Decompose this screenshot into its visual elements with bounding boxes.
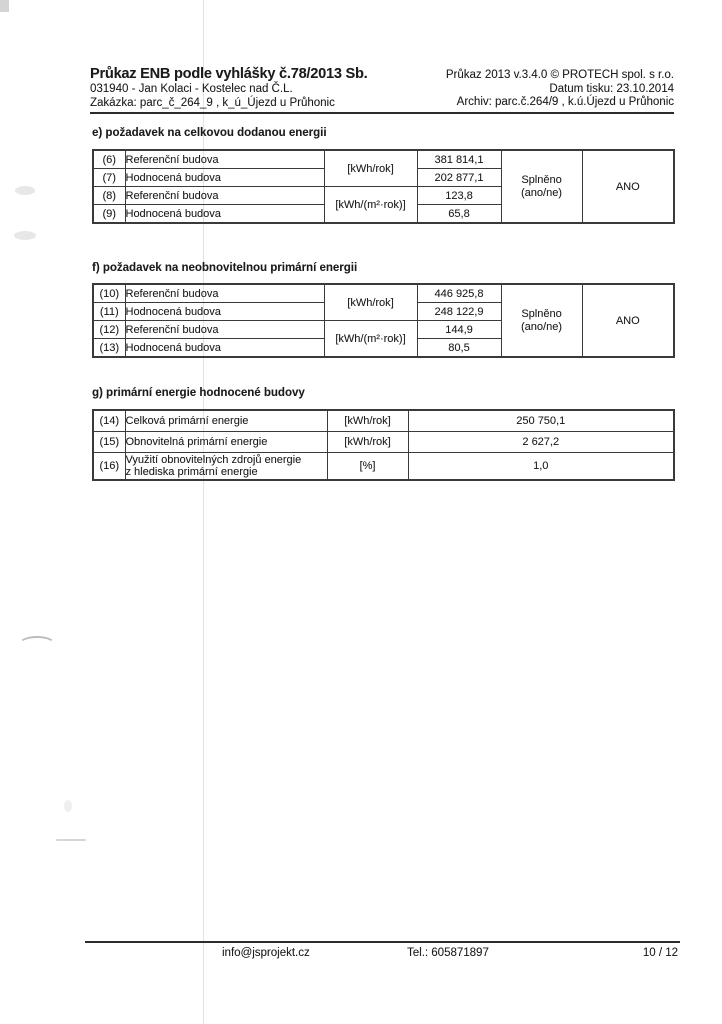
- page-footer: [85, 941, 680, 967]
- value-cell: 65,8: [417, 205, 501, 224]
- scan-corner-artifact: [0, 0, 9, 12]
- scan-dash-artifact: [56, 839, 86, 841]
- unit-cell: [kWh/rok]: [324, 284, 417, 321]
- row-number-cell: (6): [93, 150, 125, 169]
- table-row: [93, 284, 674, 303]
- scan-smudge-artifact: [15, 186, 35, 195]
- unit-cell: [kWh/(m²·rok)]: [324, 187, 417, 224]
- status-label: Splněno: [521, 173, 562, 186]
- table-row: [93, 410, 674, 432]
- status-cell: [501, 284, 582, 357]
- row-label-cell: Hodnocená budova: [125, 303, 324, 321]
- value-cell: 248 122,9: [417, 303, 501, 321]
- row-number-cell: (9): [93, 205, 125, 224]
- header-order-line: 031940 - Jan Kolaci - Kostelec nad Č.L.: [90, 83, 293, 95]
- unit-cell: [%]: [327, 453, 408, 481]
- row-number-cell: (11): [93, 303, 125, 321]
- header-version-line: Průkaz 2013 v.3.4.0 © PROTECH spol. s r.o.: [445, 69, 674, 81]
- page-title: Průkaz ENB podle vyhlášky č.78/2013 Sb.: [90, 66, 368, 82]
- value-cell: 1,0: [408, 453, 674, 481]
- header-contract-line: Zakázka: parc_č_264_9 , k_ú_Újezd u Průhonic: [90, 96, 335, 109]
- footer-page-number: 10 / 12: [642, 947, 678, 959]
- unit-cell: [kWh/rok]: [324, 150, 417, 187]
- header-right: [446, 66, 674, 110]
- status-label: Splněno: [521, 307, 562, 320]
- section-g-heading: g) primární energie hodnocené budovy: [92, 387, 305, 399]
- section-g-table: [92, 409, 675, 481]
- row-label-cell: Referenční budova: [125, 150, 324, 169]
- section-e-table: [92, 149, 675, 224]
- result-cell: ANO: [582, 284, 674, 357]
- row-number-cell: (8): [93, 187, 125, 205]
- footer-email: info@jsprojekt.cz: [222, 947, 310, 959]
- row-number-cell: (13): [93, 339, 125, 358]
- row-label-cell: Hodnocená budova: [125, 339, 324, 358]
- row-number-cell: (10): [93, 284, 125, 303]
- scan-smudge-artifact: [14, 231, 36, 240]
- row-number-cell: (16): [93, 453, 125, 481]
- value-cell: 250 750,1: [408, 410, 674, 432]
- row-label-line1: Využití obnovitelných zdrojů energie: [125, 454, 302, 466]
- table-row: [93, 432, 674, 453]
- table-row: [93, 150, 674, 169]
- scan-smudge-artifact: [64, 800, 72, 812]
- row-number-cell: (15): [93, 432, 125, 453]
- value-cell: 80,5: [417, 339, 501, 358]
- section-e-heading: e) požadavek na celkovou dodanou energii: [92, 127, 327, 139]
- status-cell: [501, 150, 582, 223]
- row-label-cell: Celková primární energie: [125, 410, 327, 432]
- section-f-heading: f) požadavek na neobnovitelnou primární energii: [92, 262, 358, 274]
- value-cell: 2 627,2: [408, 432, 674, 453]
- header-print-date-line: Datum tisku: 23.10.2014: [549, 82, 674, 95]
- row-number-cell: (7): [93, 169, 125, 187]
- section-f-table: [92, 283, 675, 358]
- status-sublabel: (ano/ne): [521, 320, 562, 333]
- row-label-cell: Referenční budova: [125, 187, 324, 205]
- value-cell: 202 877,1: [417, 169, 501, 187]
- scan-arc-artifact: [18, 636, 56, 654]
- row-label-line2: z hlediska primární energie: [125, 466, 258, 478]
- value-cell: 144,9: [417, 321, 501, 339]
- header-archive-line: Archiv: parc.č.264/9 , k.ú.Újezd u Průhonic: [456, 96, 674, 108]
- row-label-cell: Hodnocená budova: [125, 205, 324, 224]
- row-label-cell: [125, 453, 327, 481]
- page-header: [90, 66, 674, 114]
- row-label-cell: Referenční budova: [125, 321, 324, 339]
- unit-cell: [kWh/(m²·rok)]: [324, 321, 417, 358]
- table-row: [93, 453, 674, 481]
- unit-cell: [kWh/rok]: [327, 432, 408, 453]
- row-number-cell: (14): [93, 410, 125, 432]
- row-number-cell: (12): [93, 321, 125, 339]
- status-sublabel: (ano/ne): [521, 186, 562, 199]
- header-left: [90, 66, 368, 110]
- value-cell: 381 814,1: [417, 150, 501, 169]
- row-label-cell: Obnovitelná primární energie: [125, 432, 327, 453]
- value-cell: 123,8: [417, 187, 501, 205]
- result-cell: ANO: [582, 150, 674, 223]
- row-label-cell: Hodnocená budova: [125, 169, 324, 187]
- unit-cell: [kWh/rok]: [327, 410, 408, 432]
- footer-phone: Tel.: 605871897: [407, 947, 489, 959]
- value-cell: 446 925,8: [417, 284, 501, 303]
- row-label-cell: Referenční budova: [125, 284, 324, 303]
